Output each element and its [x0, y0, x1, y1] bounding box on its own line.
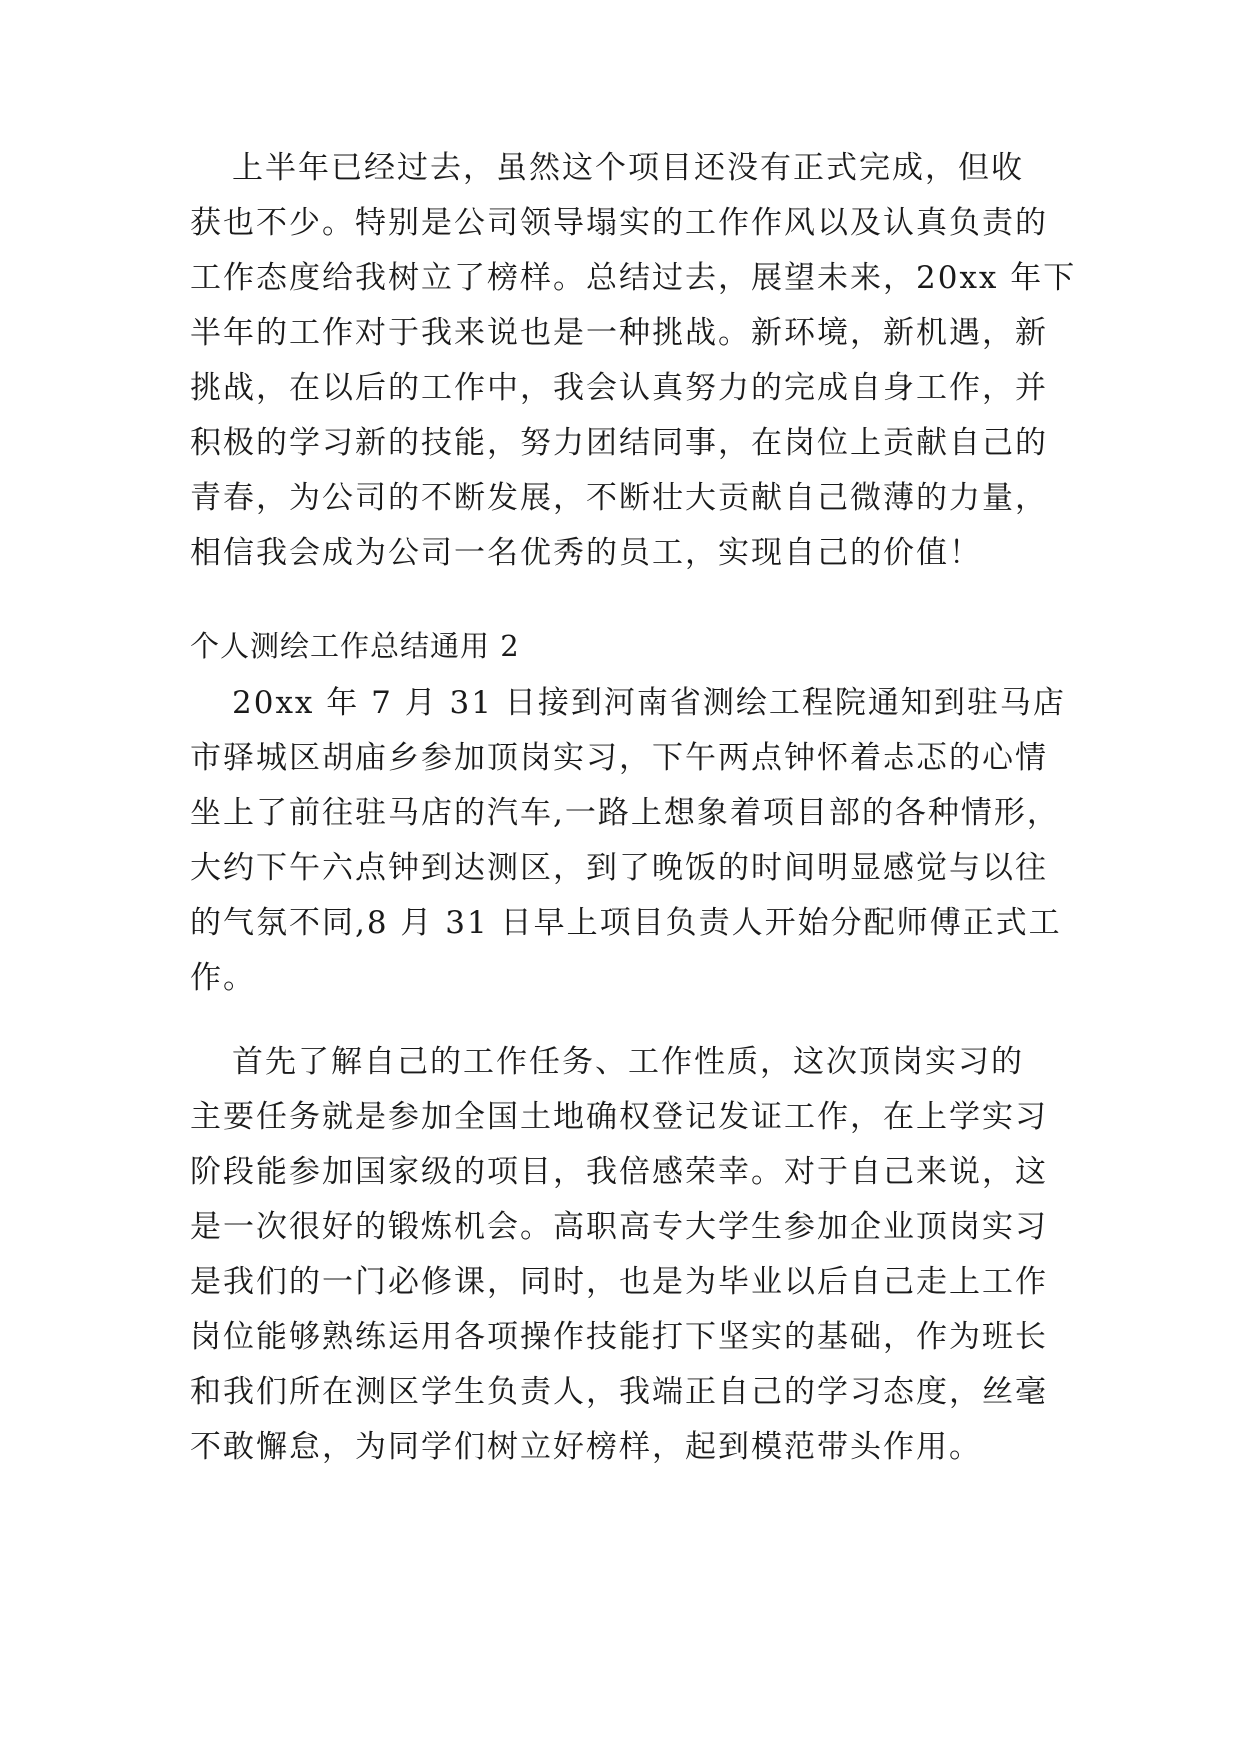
paragraph-line: 青春，为公司的不断发展，不断壮大贡献自己微薄的力量， [190, 480, 1048, 516]
paragraph-line: 作。 [190, 960, 256, 996]
paragraph-line: 相信我会成为公司一名优秀的员工，实现自己的价值！ [190, 535, 982, 571]
paragraph-line: 和我们所在测区学生负责人，我端正自己的学习态度，丝毫 [190, 1374, 1048, 1410]
paragraph-line: 的气氛不同,8 月 31 日早上项目负责人开始分配师傅正式工 [190, 905, 1062, 941]
paragraph-line: 积极的学习新的技能，努力团结同事，在岗位上贡献自己的 [190, 425, 1048, 461]
paragraph-line: 坐上了前往驻马店的汽车,一路上想象着项目部的各种情形， [190, 795, 1060, 831]
paragraph-line: 工作态度给我树立了榜样。总结过去，展望未来，20xx 年下 [190, 260, 1077, 296]
paragraph-line: 获也不少。特别是公司领导塌实的工作作风以及认真负责的 [190, 205, 1048, 241]
paragraph-line: 岗位能够熟练运用各项操作技能打下坚实的基础，作为班长 [190, 1319, 1048, 1355]
paragraph-line: 不敢懈怠，为同学们树立好榜样，起到模范带头作用。 [190, 1429, 982, 1465]
paragraph-line: 20xx 年 7 月 31 日接到河南省测绘工程院通知到驻马店 [232, 685, 1066, 721]
paragraph-line: 阶段能参加国家级的项目，我倍感荣幸。对于自己来说，这 [190, 1154, 1048, 1190]
paragraph-line: 主要任务就是参加全国土地确权登记发证工作，在上学实习 [190, 1099, 1048, 1135]
paragraph-line: 首先了解自己的工作任务、工作性质，这次顶岗实习的 [232, 1044, 1024, 1080]
paragraph-line: 市驿城区胡庙乡参加顶岗实习，下午两点钟怀着忐忑的心情 [190, 740, 1048, 776]
section-title: 个人测绘工作总结通用 2 [190, 629, 520, 663]
paragraph-line: 是一次很好的锻炼机会。高职高专大学生参加企业顶岗实习 [190, 1209, 1048, 1245]
paragraph-line: 上半年已经过去，虽然这个项目还没有正式完成，但收 [232, 150, 1024, 186]
paragraph-line: 是我们的一门必修课，同时，也是为毕业以后自己走上工作 [190, 1264, 1048, 1300]
paragraph-line: 挑战，在以后的工作中，我会认真努力的完成自身工作，并 [190, 370, 1048, 406]
paragraph-line: 半年的工作对于我来说也是一种挑战。新环境，新机遇，新 [190, 315, 1048, 351]
paragraph-line: 大约下午六点钟到达测区，到了晚饭的时间明显感觉与以往 [190, 850, 1048, 886]
